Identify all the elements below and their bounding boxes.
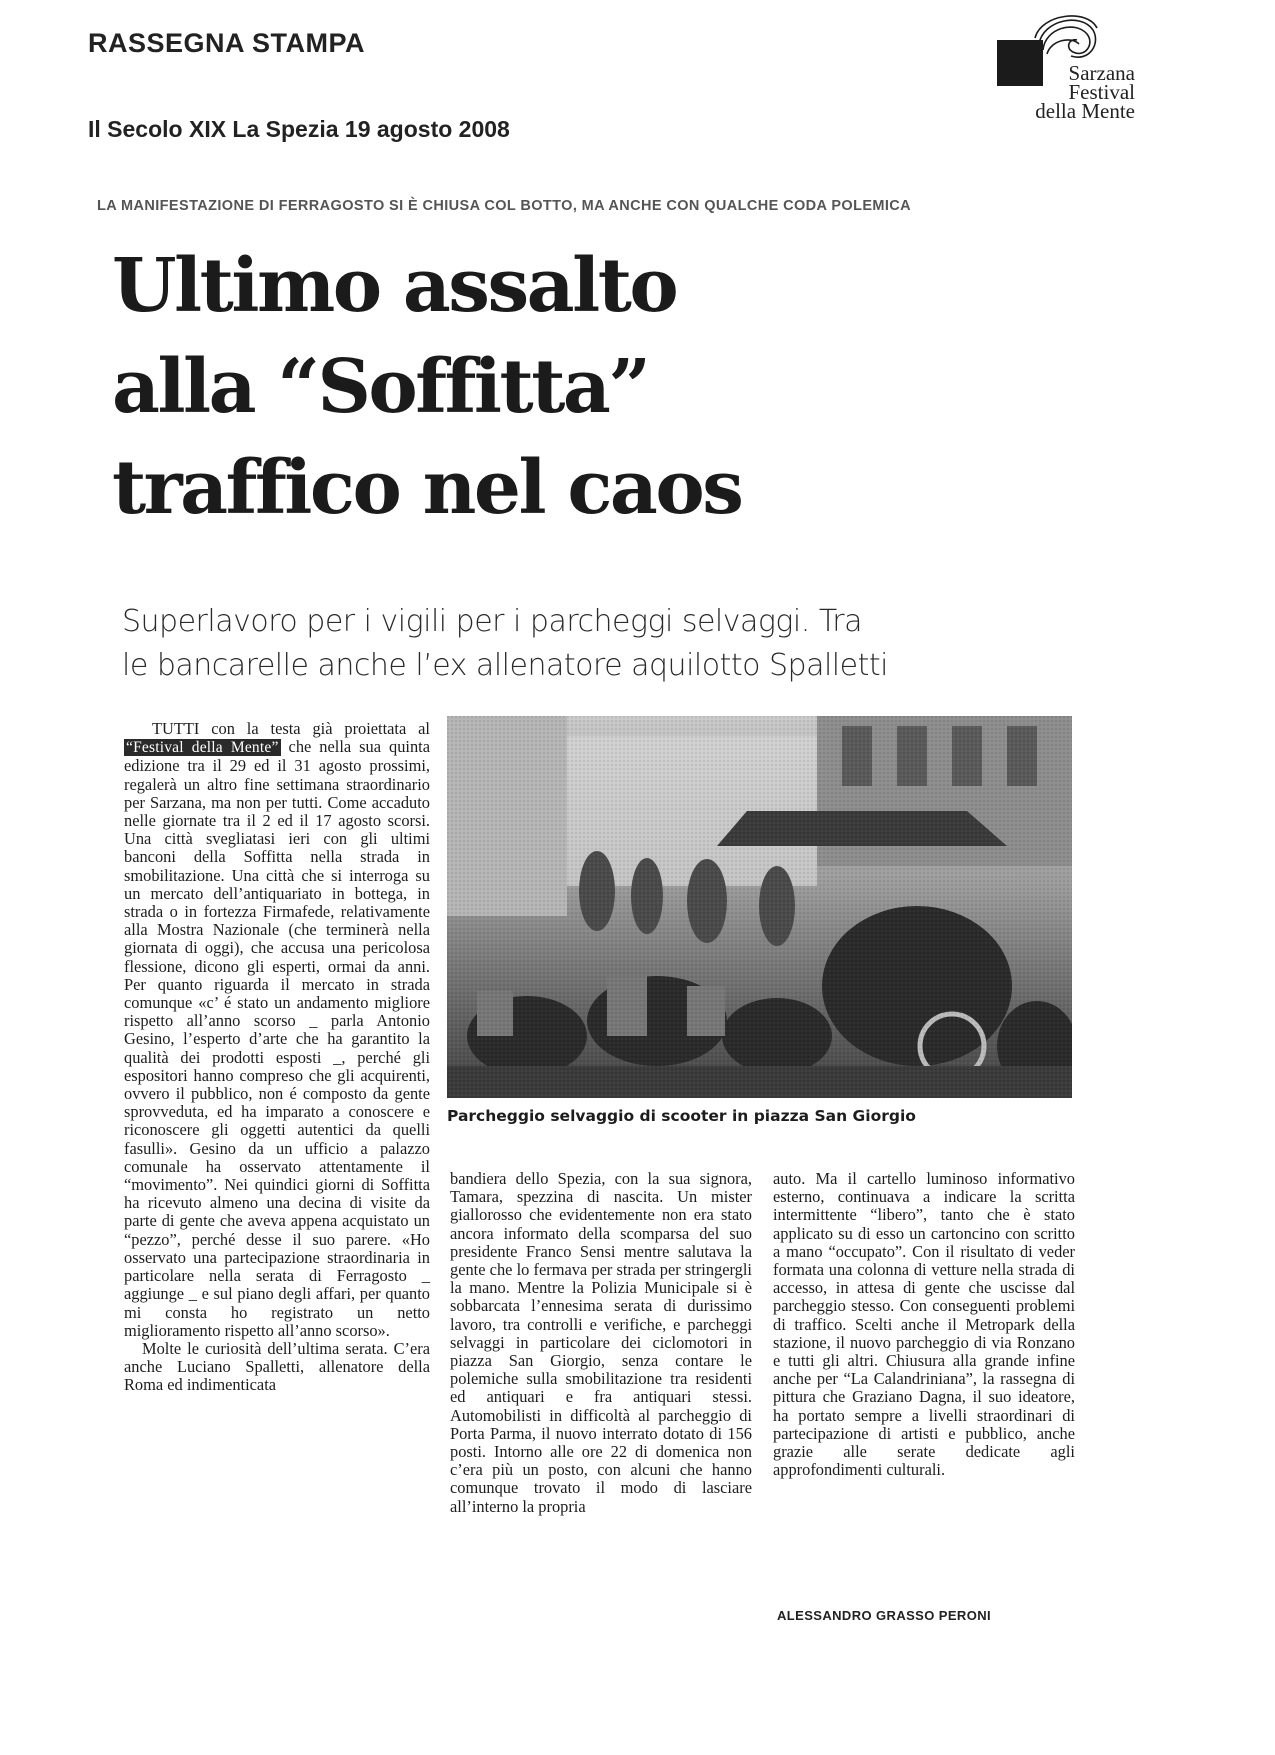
logo-line-festival: Festival	[1068, 80, 1135, 104]
paragraph-2: Molte le curiosità dell’ultima serata. C’era anche Luciano Spalletti, allenatore della Roma ed indimenticata	[124, 1338, 430, 1395]
subhead-line-2: le bancarelle anche l’ex allenatore aquilotto Spalletti	[122, 648, 888, 683]
paragraph-1	[124, 720, 430, 1340]
column-2-text: bandiera dello Spezia, con la sua signora, Tamara, spezzina di nascita. Un mister giallorosso che evidentemente non era stato ancora informato della scomparsa del suo presidente Franco Sensi mentre salutava la gente che lo fermava per strada per stringergli la mano. Mentre la Polizia Municipale si è sobbarcata l’ennesima serata di durissimo lavoro, tra controlli e verifiche, e parcheggi selvaggi in particolare dei ciclomotori in piazza San Giorgio, senza contare le polemiche sulla smobilitazione tra residenti ed antiquari e fra antiquari stessi. Automobilisti in difficoltà al parcheggio di Porta Parma, il nuovo interrato dotato di 156 posti. Intorno alle ore 22 di domenica non c’era più un posto, con alcuni che hanno comunque trovato il modo di lasciare all’interno la propria	[450, 1169, 752, 1516]
article-column-3	[773, 1170, 1075, 1479]
source-line: Il Secolo XIX La Spezia 19 agosto 2008	[88, 116, 510, 142]
article-headline	[112, 236, 1072, 539]
festival-logo	[995, 10, 1145, 140]
photo-caption: Parcheggio selvaggio di scooter in piazza San Giorgio	[447, 1107, 916, 1125]
article-column-1	[124, 720, 430, 1395]
article-subhead	[122, 600, 1162, 688]
column-3-text: auto. Ma il cartello luminoso informativo esterno, continuava a indicare la scritta intermittente “libero”, tanto che è stato applicato su di esso un cartoncino con scritto a mano “occupato”. Con il risultato di veder formata una colonna di vetture nella strada di accesso, in attesa di gente che uscisse dal parcheggio stesso. Con conseguenti problemi di traffico. Scelti anche il Metropark della stazione, il nuovo parcheggio di via Ronzano e tutti gli altri. Chiusura alla grande infine anche per “La Calandriniana”, la rassegna di pittura che Graziano Dagna, il suo ideatore, ha portato sempre a livelli straordinari di partecipazione di artisti e pubblico, anche grazie alle serate dedicate agli approfondimenti culturali.	[773, 1169, 1075, 1480]
author-byline: ALESSANDRO GRASSO PERONI	[777, 1608, 992, 1623]
logo-line-della-mente: della Mente	[1035, 99, 1135, 123]
headline-line-2: alla “Soffitta”	[112, 344, 649, 430]
lead-text: TUTTI con la testa già proiettata al	[152, 719, 430, 738]
festival-name-highlight: “Festival della Mente”	[126, 739, 279, 757]
article-kicker: LA MANIFESTAZIONE DI FERRAGOSTO SI È CHIUSA COL BOTTO, MA ANCHE CON QUALCHE CODA POLEMICA	[97, 198, 912, 214]
headline-line-1: Ultimo assalto	[112, 243, 677, 329]
paragraph-1-text: che nella sua quinta edizione tra il 29 ed il 31 agosto prossimi, regalerà un altro fine settimana straordinario per Sarzana, ma non per tutti. Come accaduto nelle giornate tra il 2 ed il 17 agosto scorsi. Una città svegliatasi ieri con gli ultimi banconi della Soffitta nella strada in smobilitazione. Una città che si interroga su un mercato dell’antiquariato in bottega, in strada o in fortezza Firmafede, relativamente alla Mostra Nazionale (che terminerà nella giornata di oggi), che accusa una pericolosa flessione, dicono gli esperti, ormai da anni. Per quanto riguarda il mercato in strada comunque «c’ é stato un andamento migliore rispetto all’anno scorso _ parla Antonio Gesino, l’esperto d’arte che ha garantito la qualità dei prodotti esposti _, perché gli espositori hanno compreso che gli acquirenti, ovvero il pubblico, non é composto da gente sprovveduta, ed ha imparato a conoscere e riconoscere gli oggetti autentici da quelli fasulli». Gesino da un ufficio a palazzo comunale ha osservato attentamente il “movimento”. Nei quindici giorni di Soffitta ha ricevuto almeno una decina di visite da parte di gente che aveva appena acquistato un “pezzo”, perché desse il suo parere. «Ho osservato una partecipazione straordinaria in particolare nella serata di Ferragosto _ aggiunge _ e sul piano degli affari, per quanto mi consta ho registrato un netto miglioramento rispetto all’anno scorso».	[124, 737, 430, 1340]
headline-line-3: traffico nel caos	[112, 445, 742, 531]
press-review-label: RASSEGNA STAMPA	[88, 28, 366, 58]
logo-line-sarzana: Sarzana	[1068, 61, 1135, 85]
article-column-2	[450, 1170, 752, 1516]
subhead-line-1: Superlavoro per i vigili per i parcheggi selvaggi. Tra	[122, 604, 862, 639]
scooter-parking-photo	[447, 716, 1072, 1098]
photo-image	[447, 716, 1072, 1098]
